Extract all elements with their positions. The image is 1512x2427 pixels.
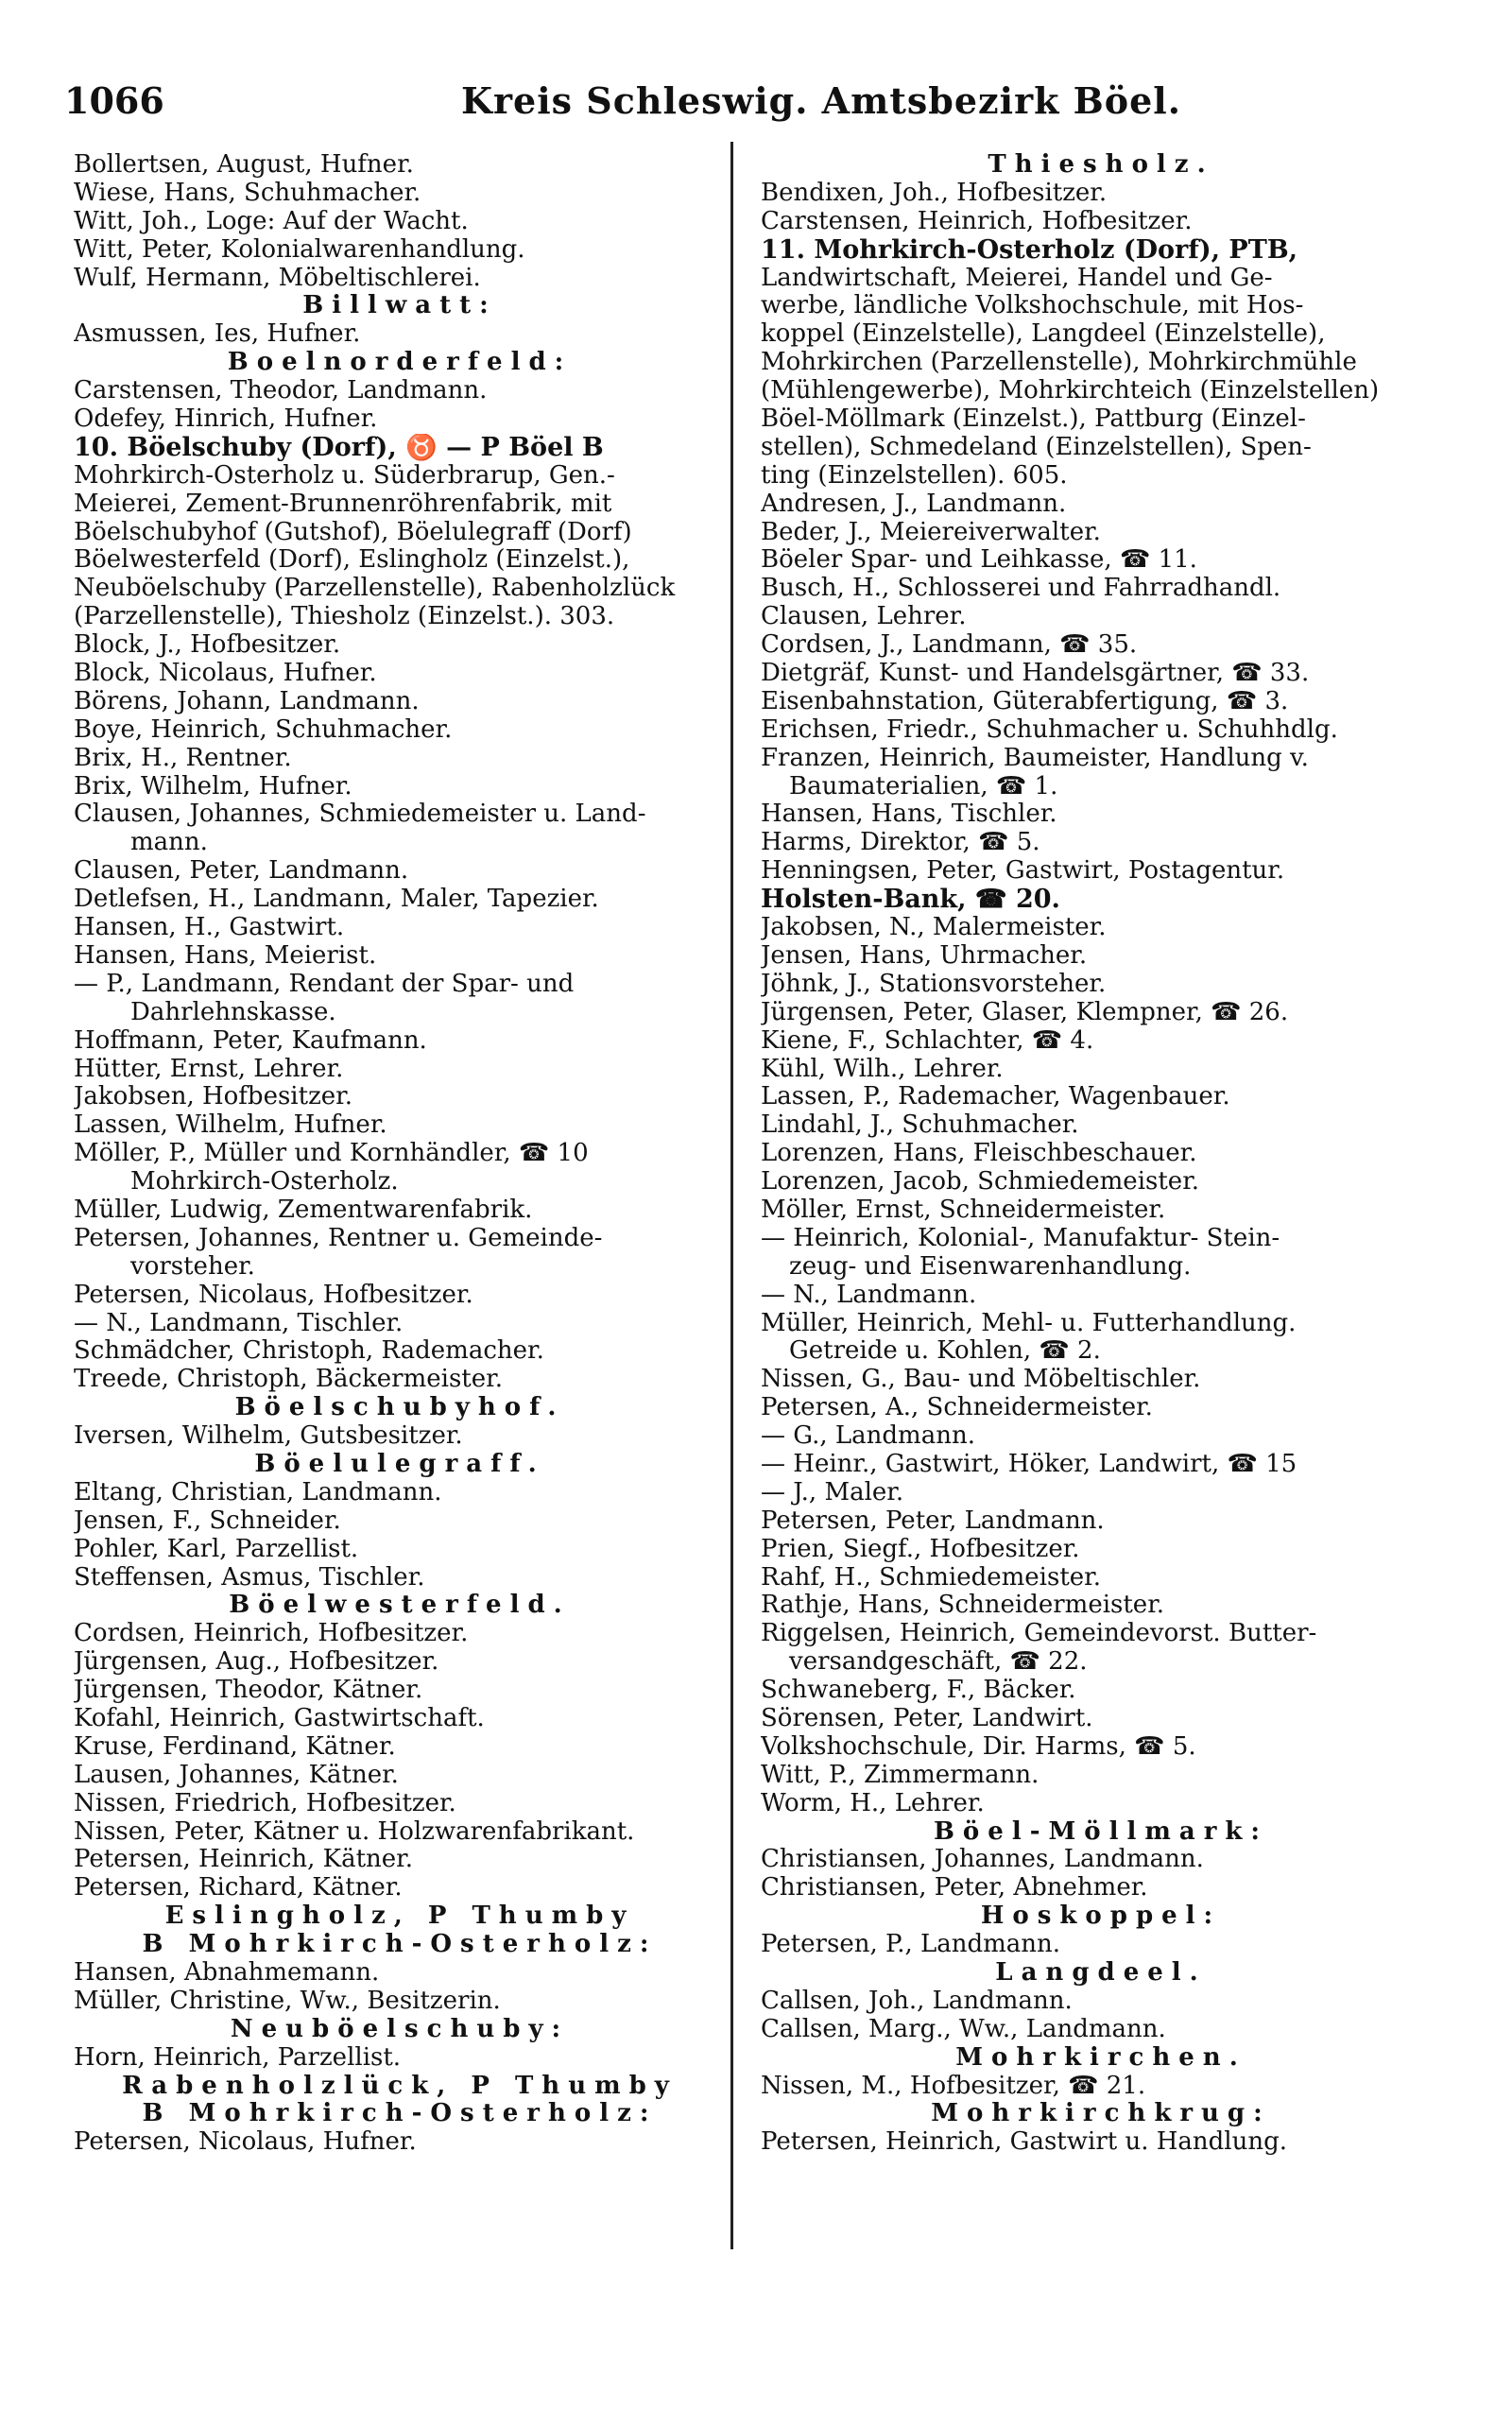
directory-entry: Hansen, Abnahmemann. bbox=[74, 1959, 380, 1987]
directory-entry: Prien, Siegf., Hofbesitzer. bbox=[761, 1535, 1080, 1563]
directory-entry: Petersen, Nicolaus, Hofbesitzer. bbox=[74, 1281, 473, 1309]
section-heading: Böelwesterfeld. bbox=[229, 1592, 571, 1620]
directory-entry: Nissen, Friedrich, Hofbesitzer. bbox=[74, 1789, 456, 1817]
directory-entry: Petersen, Nicolaus, Hufner. bbox=[74, 2128, 417, 2157]
page-number: 1066 bbox=[64, 79, 164, 122]
directory-entry: Jürgensen, Aug., Hofbesitzer. bbox=[74, 1648, 439, 1677]
directory-entry: ting (Einzelstellen). 605. bbox=[761, 461, 1068, 490]
directory-entry: Hansen, Hans, Meierist. bbox=[74, 941, 377, 970]
directory-entry: Petersen, P., Landmann. bbox=[761, 1931, 1061, 1959]
directory-entry: Witt, Joh., Loge: Auf der Wacht. bbox=[74, 207, 469, 235]
directory-entry: Kühl, Wilh., Lehrer. bbox=[761, 1055, 1004, 1083]
directory-entry: Mohrkirch-Osterholz u. Süderbrarup, Gen.- bbox=[74, 461, 615, 490]
entry-heading: Holsten-Bank, ☎ 20. bbox=[761, 886, 1060, 915]
section-heading: B Mohrkirch-Osterholz: bbox=[142, 2100, 658, 2128]
directory-entry: koppel (Einzelstelle), Langdeel (Einzelstelle), bbox=[761, 320, 1326, 349]
directory-entry: Bollertsen, August, Hufner. bbox=[74, 151, 414, 179]
directory-entry: Harms, Direktor, ☎ 5. bbox=[761, 829, 1040, 857]
section-heading: Boelnorderfeld: bbox=[227, 349, 573, 377]
directory-entry: Böelschubyhof (Gutshof), Böelulegraff (Dorf) bbox=[74, 518, 632, 546]
directory-entry: Callsen, Joh., Landmann. bbox=[761, 1987, 1073, 2015]
directory-entry: Carstensen, Heinrich, Hofbesitzer. bbox=[761, 207, 1193, 235]
section-heading: Böel-Möllmark: bbox=[933, 1817, 1269, 1846]
directory-entry: Müller, Heinrich, Mehl- u. Futterhandlung. bbox=[761, 1309, 1297, 1337]
directory-entry: Jakobsen, N., Malermeister. bbox=[761, 914, 1107, 942]
directory-entry: Kiene, F., Schlachter, ☎ 4. bbox=[761, 1026, 1094, 1055]
directory-entry: Brix, Wilhelm, Hufner. bbox=[74, 772, 352, 800]
directory-entry: Petersen, A., Schneidermeister. bbox=[761, 1394, 1153, 1422]
directory-entry: Asmussen, Ies, Hufner. bbox=[74, 320, 361, 349]
directory-entry: Cordsen, J., Landmann, ☎ 35. bbox=[761, 631, 1138, 660]
directory-entry: Mohrkirch-Osterholz. bbox=[130, 1168, 399, 1196]
directory-entry: Steffensen, Asmus, Tischler. bbox=[74, 1563, 425, 1592]
directory-entry: Wulf, Hermann, Möbeltischlerei. bbox=[74, 264, 481, 292]
directory-entry: Clausen, Lehrer. bbox=[761, 603, 967, 631]
directory-entry: — J., Maler. bbox=[761, 1478, 904, 1506]
directory-entry: Andresen, J., Landmann. bbox=[761, 490, 1067, 518]
directory-entry: Clausen, Peter, Landmann. bbox=[74, 857, 409, 886]
directory-entry: Brix, H., Rentner. bbox=[74, 744, 292, 772]
directory-entry: Nissen, Peter, Kätner u. Holzwarenfabrikant. bbox=[74, 1817, 635, 1846]
directory-entry: Schmädcher, Christoph, Rademacher. bbox=[74, 1337, 544, 1366]
directory-entry: Jürgensen, Theodor, Kätner. bbox=[74, 1677, 423, 1705]
section-heading: Thiesholz. bbox=[988, 151, 1214, 179]
directory-entry: Lorenzen, Hans, Fleischbeschauer. bbox=[761, 1140, 1197, 1168]
page-header bbox=[64, 79, 1453, 136]
directory-entry: Bendixen, Joh., Hofbesitzer. bbox=[761, 179, 1108, 207]
directory-entry: Jürgensen, Peter, Glaser, Klempner, ☎ 26. bbox=[761, 998, 1289, 1026]
directory-entry: Lorenzen, Jacob, Schmiedemeister. bbox=[761, 1168, 1200, 1196]
directory-entry: Lausen, Johannes, Kätner. bbox=[74, 1761, 399, 1789]
section-heading: Mohrkirchkrug: bbox=[931, 2100, 1271, 2128]
directory-entry: versandgeschäft, ☎ 22. bbox=[789, 1648, 1088, 1677]
directory-entry: — G., Landmann. bbox=[761, 1422, 975, 1451]
directory-entry: Lassen, Wilhelm, Hufner. bbox=[74, 1111, 387, 1140]
column-divider bbox=[730, 142, 733, 2249]
section-heading: B Mohrkirch-Osterholz: bbox=[142, 1931, 658, 1959]
directory-entry: (Parzellenstelle), Thiesholz (Einzelst.). 303. bbox=[74, 603, 615, 631]
section-heading: Mohrkirchen. bbox=[955, 2043, 1246, 2072]
directory-entry: Petersen, Johannes, Rentner u. Gemeinde- bbox=[74, 1224, 603, 1252]
directory-entry: Callsen, Marg., Ww., Landmann. bbox=[761, 2015, 1166, 2043]
directory-entry: Horn, Heinrich, Parzellist. bbox=[74, 2043, 402, 2072]
directory-entry: Böelwesterfeld (Dorf), Eslingholz (Einzelst.), bbox=[74, 546, 630, 575]
directory-entry: Rathje, Hans, Schneidermeister. bbox=[761, 1592, 1165, 1620]
directory-entry: Volkshochschule, Dir. Harms, ☎ 5. bbox=[761, 1732, 1196, 1761]
directory-entry: Clausen, Johannes, Schmiedemeister u. Land- bbox=[74, 800, 646, 829]
directory-entry: Rahf, H., Schmiedemeister. bbox=[761, 1563, 1101, 1592]
entry-heading: 11. Mohrkirch-Osterholz (Dorf), PTB, bbox=[761, 235, 1298, 265]
directory-entry: Meierei, Zement-Brunnenröhrenfabrik, mit bbox=[74, 490, 612, 518]
directory-entry: Christiansen, Peter, Abnehmer. bbox=[761, 1874, 1148, 1902]
directory-entry: (Mühlengewerbe), Mohrkirchteich (Einzelstellen) bbox=[761, 377, 1380, 405]
directory-entry: Jensen, Hans, Uhrmacher. bbox=[761, 941, 1088, 970]
directory-entry: Hansen, H., Gastwirt. bbox=[74, 914, 345, 942]
directory-entry: Kofahl, Heinrich, Gastwirtschaft. bbox=[74, 1704, 485, 1732]
directory-entry: Getreide u. Kohlen, ☎ 2. bbox=[789, 1337, 1101, 1366]
right-column bbox=[761, 151, 1441, 2157]
directory-entry: Nissen, M., Hofbesitzer, ☎ 21. bbox=[761, 2072, 1146, 2100]
directory-entry: Jakobsen, Hofbesitzer. bbox=[74, 1083, 352, 1111]
directory-entry: Cordsen, Heinrich, Hofbesitzer. bbox=[74, 1620, 469, 1648]
directory-entry: Hansen, Hans, Tischler. bbox=[761, 800, 1057, 829]
directory-entry: mann. bbox=[130, 829, 208, 857]
directory-entry: Möller, Ernst, Schneidermeister. bbox=[761, 1196, 1166, 1224]
directory-entry: Sörensen, Peter, Landwirt. bbox=[761, 1704, 1093, 1732]
directory-entry: Block, J., Hofbesitzer. bbox=[74, 631, 341, 660]
directory-entry: Boye, Heinrich, Schuhmacher. bbox=[74, 715, 453, 744]
section-heading: Rabenholzlück, P Thumby bbox=[122, 2072, 678, 2100]
directory-entry: Henningsen, Peter, Gastwirt, Postagentur. bbox=[761, 857, 1285, 886]
directory-entry: Petersen, Peter, Landmann. bbox=[761, 1506, 1105, 1535]
directory-entry: Hoffmann, Peter, Kaufmann. bbox=[74, 1026, 427, 1055]
directory-entry: — P., Landmann, Rendant der Spar- und bbox=[74, 970, 575, 998]
section-heading: Böelulegraff. bbox=[254, 1450, 545, 1478]
directory-entry: — N., Landmann, Tischler. bbox=[74, 1309, 404, 1337]
directory-entry: Nissen, G., Bau- und Möbeltischler. bbox=[761, 1366, 1201, 1394]
directory-entry: Wiese, Hans, Schuhmacher. bbox=[74, 179, 421, 207]
directory-entry: Riggelsen, Heinrich, Gemeindevorst. Butter- bbox=[761, 1620, 1317, 1648]
directory-entry: — Heinr., Gastwirt, Höker, Landwirt, ☎ 15 bbox=[761, 1450, 1297, 1478]
directory-entry: Lindahl, J., Schuhmacher. bbox=[761, 1111, 1079, 1140]
section-heading: Billwatt: bbox=[302, 292, 497, 320]
directory-entry: Petersen, Heinrich, Kätner. bbox=[74, 1846, 414, 1874]
directory-entry: Beder, J., Meiereiverwalter. bbox=[761, 518, 1101, 546]
entry-heading: 10. Böelschuby (Dorf), ♉ — P Böel B bbox=[74, 433, 604, 462]
directory-entry: Kruse, Ferdinand, Kätner. bbox=[74, 1732, 396, 1761]
directory-entry: Müller, Ludwig, Zementwarenfabrik. bbox=[74, 1196, 533, 1224]
directory-entry: Worm, H., Lehrer. bbox=[761, 1789, 985, 1817]
directory-entry: Jensen, F., Schneider. bbox=[74, 1506, 341, 1535]
directory-entry: Landwirtschaft, Meierei, Handel und Ge- bbox=[761, 264, 1273, 292]
directory-entry: Petersen, Richard, Kätner. bbox=[74, 1874, 403, 1902]
directory-entry: Dietgräf, Kunst- und Handelsgärtner, ☎ 33. bbox=[761, 660, 1310, 688]
section-heading: Langdeel. bbox=[995, 1959, 1207, 1987]
directory-entry: Christiansen, Johannes, Landmann. bbox=[761, 1846, 1204, 1874]
directory-entry: Jöhnk, J., Stationsvorsteher. bbox=[761, 970, 1107, 998]
directory-entry: Witt, Peter, Kolonialwarenhandlung. bbox=[74, 235, 525, 264]
section-heading: Neuböelschuby: bbox=[230, 2015, 570, 2043]
directory-entry: werbe, ländliche Volkshochschule, mit Hos- bbox=[761, 292, 1304, 320]
directory-entry: Erichsen, Friedr., Schuhmacher u. Schuhhdlg. bbox=[761, 715, 1338, 744]
directory-entry: Böel-Möllmark (Einzelst.), Pattburg (Einzel- bbox=[761, 405, 1306, 434]
section-heading: Eslingholz, P Thumby bbox=[164, 1902, 635, 1931]
directory-entry: Lassen, P., Rademacher, Wagenbauer. bbox=[761, 1083, 1230, 1111]
directory-entry: Odefey, Hinrich, Hufner. bbox=[74, 405, 378, 434]
directory-entry: Treede, Christoph, Bäckermeister. bbox=[74, 1366, 503, 1394]
directory-entry: Busch, H., Schlosserei und Fahrradhandl. bbox=[761, 575, 1281, 603]
directory-entry: Eisenbahnstation, Güterabfertigung, ☎ 3. bbox=[761, 687, 1289, 715]
section-heading: Böelschubyhof. bbox=[234, 1394, 565, 1422]
directory-entry: Eltang, Christian, Landmann. bbox=[74, 1478, 442, 1506]
directory-entry: — N., Landmann. bbox=[761, 1281, 977, 1309]
directory-entry: vorsteher. bbox=[130, 1252, 255, 1281]
directory-entry: Mohrkirchen (Parzellenstelle), Mohrkirchmühle bbox=[761, 349, 1357, 377]
directory-entry: Carstensen, Theodor, Landmann. bbox=[74, 377, 488, 405]
directory-entry: Müller, Christine, Ww., Besitzerin. bbox=[74, 1987, 501, 2015]
directory-entry: Dahrlehnskasse. bbox=[130, 998, 336, 1026]
directory-entry: stellen), Schmedeland (Einzelstellen), Spen- bbox=[761, 433, 1312, 461]
directory-entry: Neuböelschuby (Parzellenstelle), Rabenholzlück bbox=[74, 575, 676, 603]
directory-entry: Börens, Johann, Landmann. bbox=[74, 687, 420, 715]
directory-entry: — Heinrich, Kolonial-, Manufaktur- Stein- bbox=[761, 1224, 1280, 1252]
running-title: Kreis Schleswig. Amtsbezirk Böel. bbox=[461, 79, 1181, 122]
directory-entry: Petersen, Heinrich, Gastwirt u. Handlung. bbox=[761, 2128, 1288, 2157]
directory-entry: Hütter, Ernst, Lehrer. bbox=[74, 1055, 344, 1083]
directory-entry: Baumaterialien, ☎ 1. bbox=[789, 772, 1058, 800]
section-heading: Hoskoppel: bbox=[980, 1902, 1222, 1931]
directory-entry: Iversen, Wilhelm, Gutsbesitzer. bbox=[74, 1422, 463, 1451]
directory-entry: Böeler Spar- und Leihkasse, ☎ 11. bbox=[761, 546, 1197, 575]
left-column bbox=[74, 151, 726, 2157]
directory-entry: Block, Nicolaus, Hufner. bbox=[74, 660, 377, 688]
directory-entry: Franzen, Heinrich, Baumeister, Handlung v. bbox=[761, 744, 1309, 772]
directory-entry: Schwaneberg, F., Bäcker. bbox=[761, 1677, 1076, 1705]
directory-entry: zeug- und Eisenwarenhandlung. bbox=[789, 1252, 1192, 1281]
directory-entry: Möller, P., Müller und Kornhändler, ☎ 10 bbox=[74, 1140, 589, 1168]
directory-entry: Pohler, Karl, Parzellist. bbox=[74, 1535, 359, 1563]
directory-entry: Witt, P., Zimmermann. bbox=[761, 1761, 1040, 1789]
directory-entry: Detlefsen, H., Landmann, Maler, Tapezier. bbox=[74, 886, 599, 914]
